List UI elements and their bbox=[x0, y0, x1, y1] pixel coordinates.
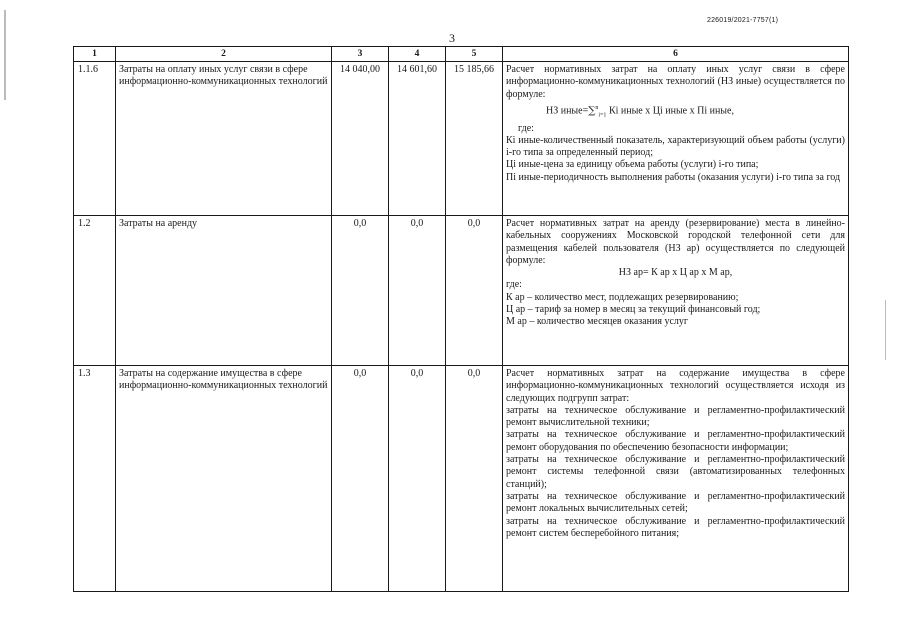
description-formula: НЗ ар= К ар х Ц ар х М ар, bbox=[618, 267, 733, 279]
header-cell-1: 1 bbox=[74, 47, 116, 62]
row-number: 1.3 bbox=[74, 366, 116, 592]
document-id: 226019/2021-7757(1) bbox=[707, 17, 779, 24]
header-cell-6: 6 bbox=[503, 47, 849, 62]
row-name: Затраты на содержание имущества в сфере информационно-коммуникационных технологий bbox=[116, 366, 332, 592]
description-line: затраты на техническое обслуживание и регламентно-профилактический ремонт систем бесперебойного питания; bbox=[506, 515, 845, 539]
description-line: Цi иные-цена за единицу объема работы (услуги) i-го типа; bbox=[506, 159, 759, 171]
row-value-col5: 0,0 bbox=[446, 216, 503, 366]
page-number: 3 bbox=[449, 31, 455, 45]
description-intro: Расчет нормативных затрат на оплату иных услуг связи в сфере информационно-коммуникационных технологий (НЗ иные) осуществляется по формуле: bbox=[506, 64, 845, 100]
description-line: К ар – количество мест, подлежащих резервированию; bbox=[506, 291, 739, 303]
header-cell-4: 4 bbox=[389, 47, 446, 62]
row-value-col5: 0,0 bbox=[446, 366, 503, 592]
row-value-col5: 15 185,66 bbox=[446, 62, 503, 216]
description-line: затраты на техническое обслуживание и регламентно-профилактический ремонт локальных вычислительных сетей; bbox=[506, 490, 845, 515]
table-row bbox=[74, 366, 849, 592]
row-name: Затраты на аренду bbox=[116, 216, 332, 366]
header-cell-2: 2 bbox=[116, 47, 332, 62]
row-value-col4: 14 601,60 bbox=[389, 62, 446, 216]
row-value-col3: 14 040,00 bbox=[332, 62, 389, 216]
description-line: затраты на техническое обслуживание и регламентно-профилактический ремонт вычислительной техники; bbox=[506, 404, 845, 429]
row-value-col3: 0,0 bbox=[332, 216, 389, 366]
description-where: где: bbox=[506, 279, 522, 291]
row-value-col4: 0,0 bbox=[389, 366, 446, 592]
formula-lhs: НЗ иные= bbox=[546, 105, 589, 117]
table-row bbox=[74, 62, 849, 216]
header-cell-3: 3 bbox=[332, 47, 389, 62]
scan-mark bbox=[885, 300, 886, 360]
row-name: Затраты на оплату иных услуг связи в сфере информационно-коммуникационных технологий bbox=[116, 62, 332, 216]
cost-table bbox=[73, 46, 849, 592]
description-line: М ар – количество месяцев оказания услуг bbox=[506, 316, 689, 328]
row-description bbox=[503, 216, 849, 366]
sum-lower-limit: i=1 bbox=[598, 112, 607, 119]
formula-rhs: Кi иные х Цi иные х Пi иные, bbox=[606, 105, 734, 117]
description-formula bbox=[506, 102, 845, 122]
row-description bbox=[503, 62, 849, 216]
table-row bbox=[74, 216, 849, 366]
scan-mark bbox=[4, 10, 6, 100]
row-number: 1.2 bbox=[74, 216, 116, 366]
table-header-row bbox=[74, 47, 849, 62]
sum-upper-limit: n bbox=[595, 104, 599, 111]
description-intro: Расчет нормативных затрат на аренду (резервирование) места в линейно-кабельных сооружениях Московской городской телефонной сети для размещения кабелей пользователя (НЗ ар) осуществляется по следующей формуле: bbox=[506, 218, 845, 266]
row-number: 1.1.6 bbox=[74, 62, 116, 216]
description-line: затраты на техническое обслуживание и регламентно-профилактический ремонт оборудования по обеспечению безопасности информации; bbox=[506, 429, 845, 453]
row-description bbox=[503, 366, 849, 592]
row-value-col4: 0,0 bbox=[389, 216, 446, 366]
description-line: Пi иные-периодичность выполнения работы (оказания услуги) i-го типа за год bbox=[506, 171, 841, 183]
description-line: затраты на техническое обслуживание и регламентно-профилактический ремонт системы телефонной связи (автоматизированных телефонных станций); bbox=[506, 454, 845, 490]
description-intro: Расчет нормативных затрат на содержание имущества в сфере информационно-коммуникационных технологий осуществляется исходя из следующих подгрупп затрат: bbox=[506, 368, 845, 404]
sum-symbol: ∑ bbox=[588, 105, 596, 117]
description-line: Ц ар – тариф за номер в месяц за текущий финансовый год; bbox=[506, 304, 761, 316]
description-where: где: bbox=[518, 122, 534, 134]
row-value-col3: 0,0 bbox=[332, 366, 389, 592]
header-cell-5: 5 bbox=[446, 47, 503, 62]
description-line: Кi иные-количественный показатель, характеризующий объем работы (услуги) i-го типа за определенный период; bbox=[506, 134, 845, 159]
